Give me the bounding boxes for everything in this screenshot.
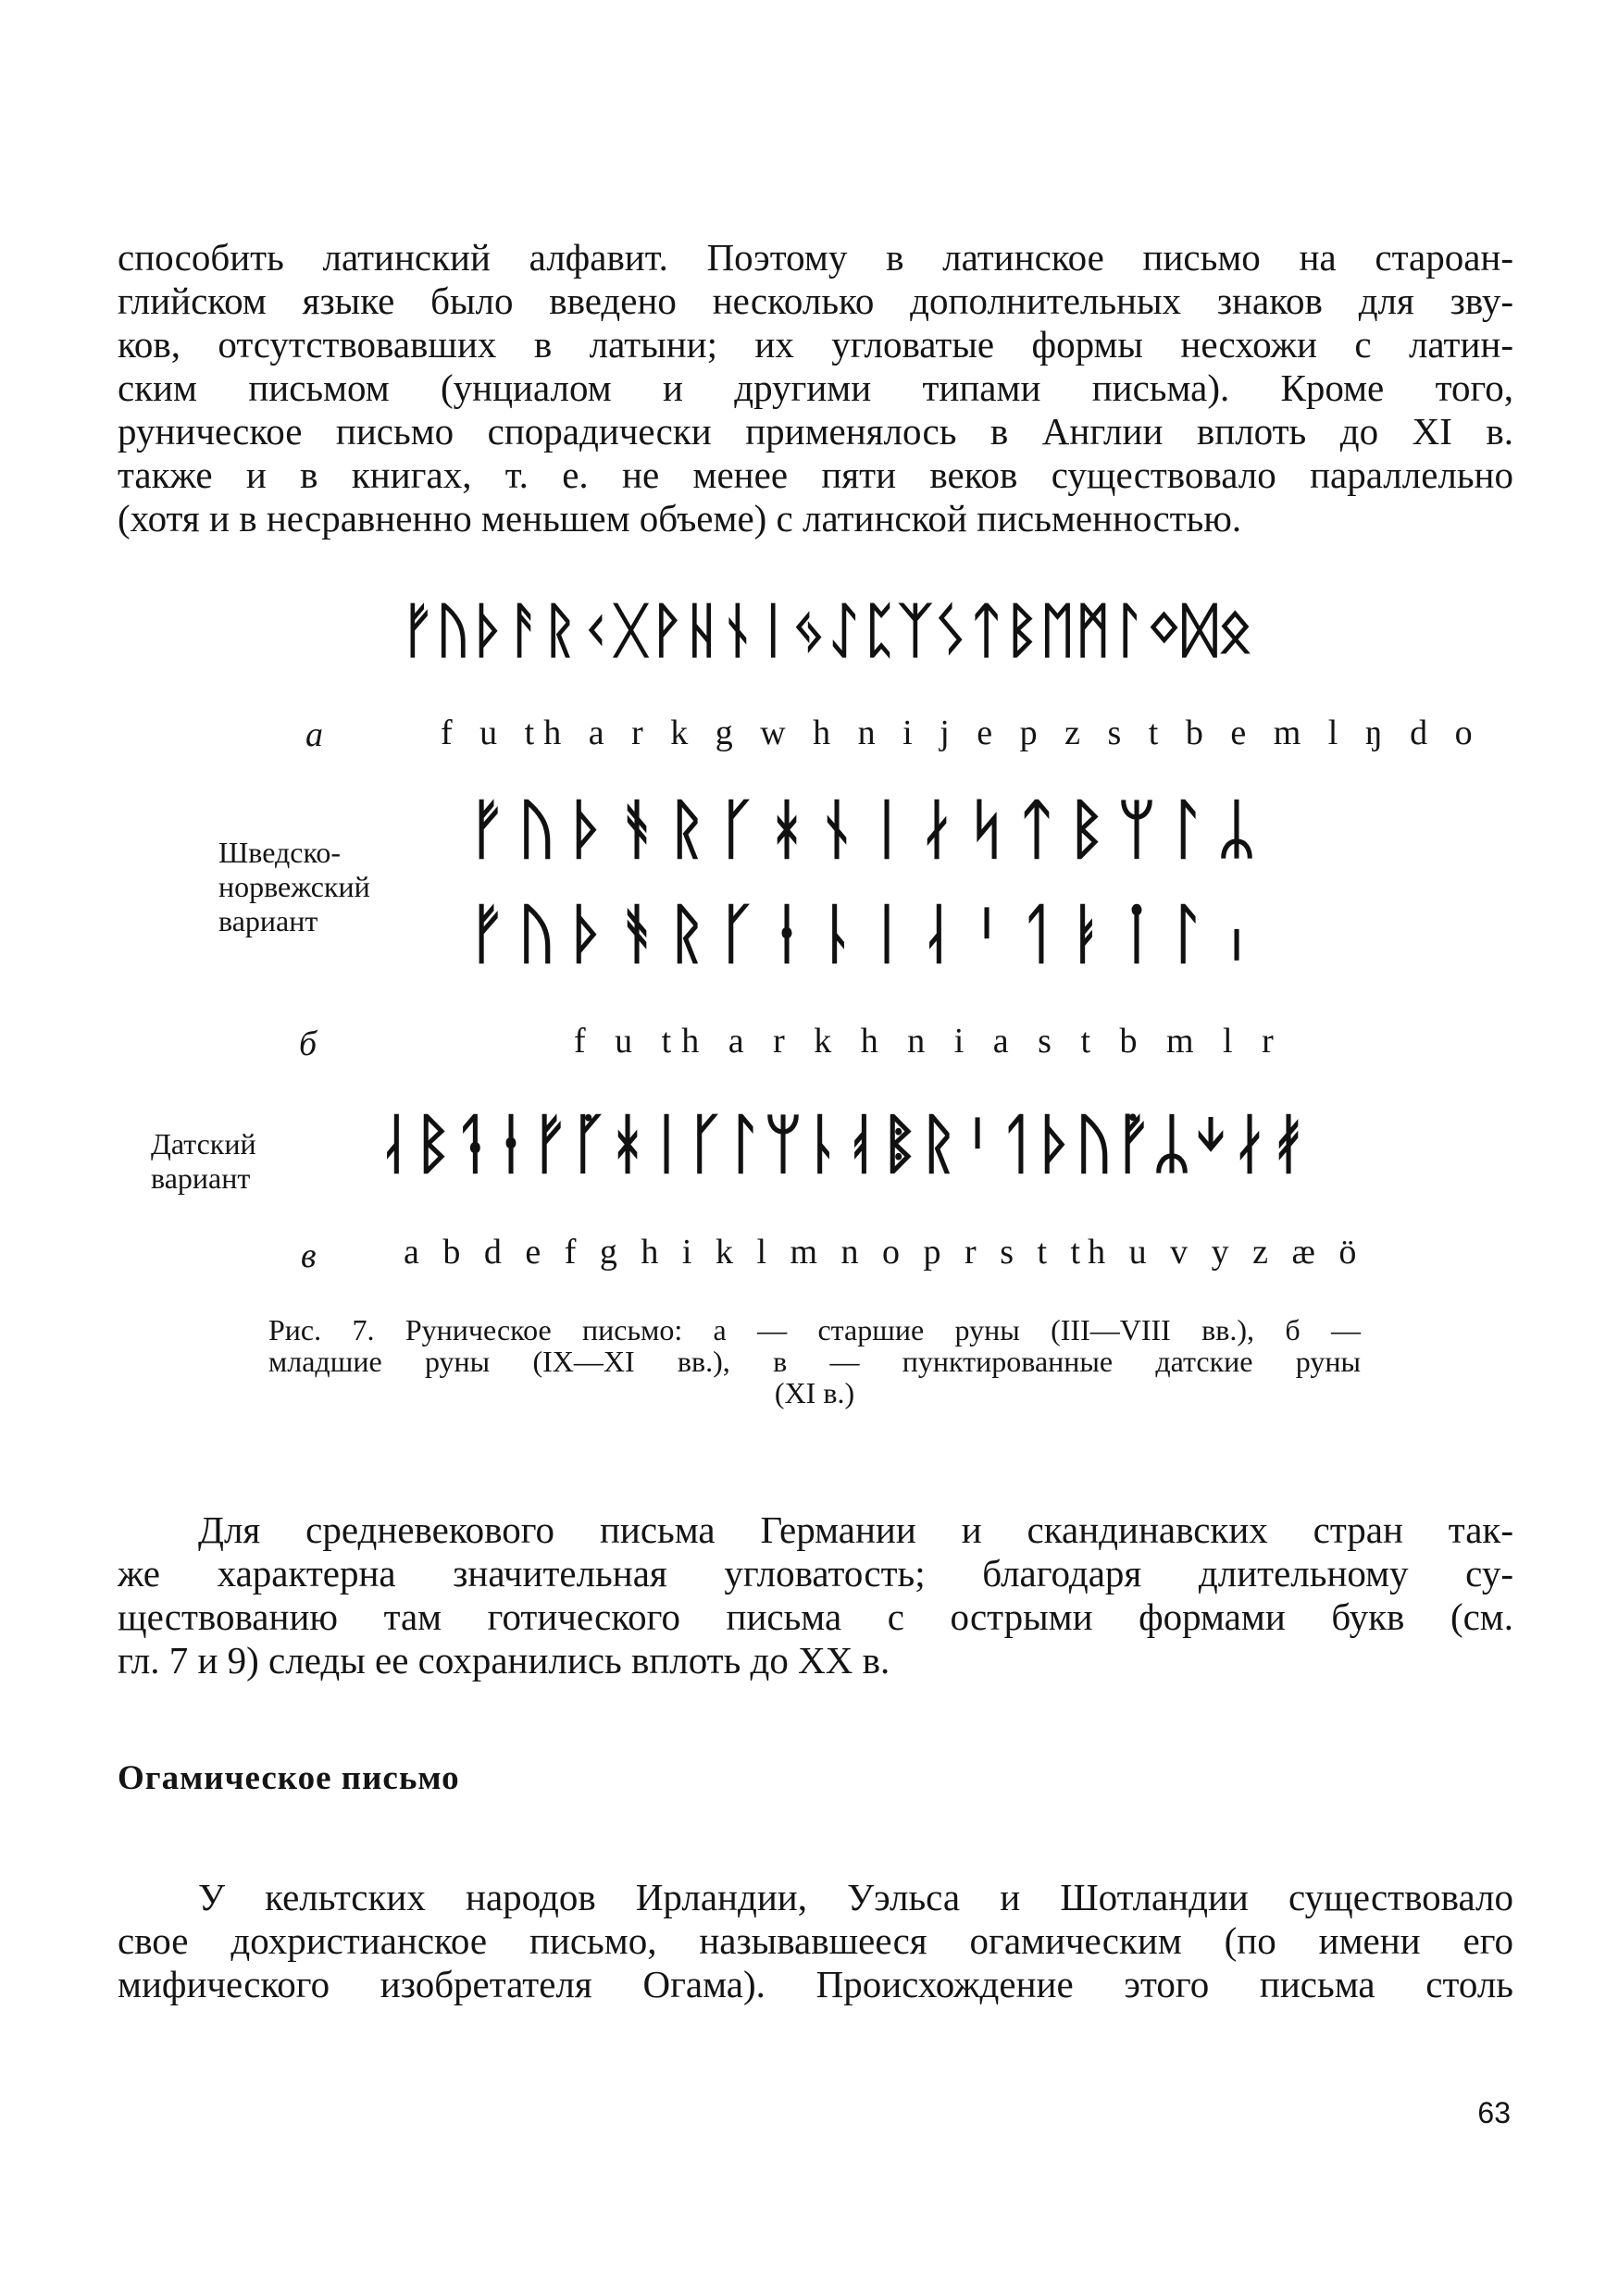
text-line: (хотя и в несравненно меньшем объеме) с латинской письменностью. [118,497,1242,540]
figure-caption [268,1314,1361,1409]
swedish-norwegian-label [218,836,370,938]
danish-label [151,1127,256,1196]
page-number: 63 [1477,2096,1511,2129]
paragraph-3 [118,1876,1513,2006]
text-line: свое дохристианское письмо, называвшееся огамическим (по имени его [118,1919,1513,1962]
row-letter-b: б [299,1024,317,1063]
row-letter-c: в [301,1236,317,1275]
caption-line: Рис. 7. Руническое письмо: а — старшие руны (III—VIII вв.), б — [268,1313,1361,1347]
text-line: У кельтских народов Ирландии, Уэльса и Шотландии существовало [198,1876,1513,1918]
section-heading: Огамическое письмо [118,1759,460,1797]
younger-futhark-runes-short-twig: ᚠᚢᚦᚬᚱᚴᚽᚿᛁᛆᛌᛐᛓᛙᛚᛧ [467,896,1267,972]
label-line: норвежский [218,870,370,903]
elder-futhark-transliteration: f u th a r k g w h n i j e p z s t b e m l ŋ d o [441,714,1482,752]
text-line: ществованию там готического письма с острыми формами букв (см. [118,1595,1513,1638]
label-line: вариант [218,904,318,937]
row-letter-a: a [305,715,323,754]
label-line: вариант [151,1161,251,1195]
danish-dotted-runes: ᛆᛒᛑᛂᚠᚵᚼᛁᚴᛚᛘᚿᚮᛔᚱᛌᛐᚦᚢᚡᛦᛎᛅᚯ [375,1106,1308,1182]
younger-futhark-runes-long-branch: ᚠᚢᚦᚬᚱᚴᚼᚾᛁᛅᛋᛏᛒᛘᛚᛦ [467,791,1267,867]
elder-futhark-runes: ᚠᚢᚦᚨᚱᚲᚷᚹᚺᚾᛁᛃᛇᛈᛉᛊᛏᛒᛖᛗᛚᛜᛞᛟ [400,597,1253,665]
text-line: способить латинский алфавит. Поэтому в латинское письмо на староан- [118,236,1513,279]
text-line: мифического изобретателя Огама). Происхождение этого письма столь [118,1963,1513,2005]
paragraph-2 [118,1508,1513,1682]
text-line: гл. 7 и 9) следы ее сохранились вплоть до XX в. [118,1639,890,1682]
danish-transliteration: a b d e f g h i k l m n o p r s t th u v y z æ ö [404,1233,1364,1272]
label-line: Шведско- [218,836,342,869]
caption-line: младшие руны (IX—XI вв.), в — пунктированные датские руны [268,1345,1361,1378]
younger-futhark-transliteration: f u th a r k h n i a s t b m l r [574,1022,1284,1061]
text-line: же характерна значительная угловатость; благодаря длительному су- [118,1552,1513,1595]
text-line: Для средневекового письма Германии и скандинавских стран так- [198,1508,1513,1551]
text-line: руническое письмо спорадически применялось в Англии вплоть до XI в. [118,410,1513,453]
paragraph-1 [118,236,1513,540]
text-line: также и в книгах, т. е. не менее пяти веков существовало параллельно [118,453,1513,496]
text-line: глийском языке было введено несколько дополнительных знаков для зву- [118,279,1513,322]
caption-line: (XI в.) [774,1376,855,1409]
label-line: Датский [151,1127,256,1160]
text-line: ков, отсутствовавших в латыни; их угловатые формы несхожи с латин- [118,323,1513,366]
text-line: ским письмом (унциалом и другими типами письма). Кроме того, [118,366,1513,409]
